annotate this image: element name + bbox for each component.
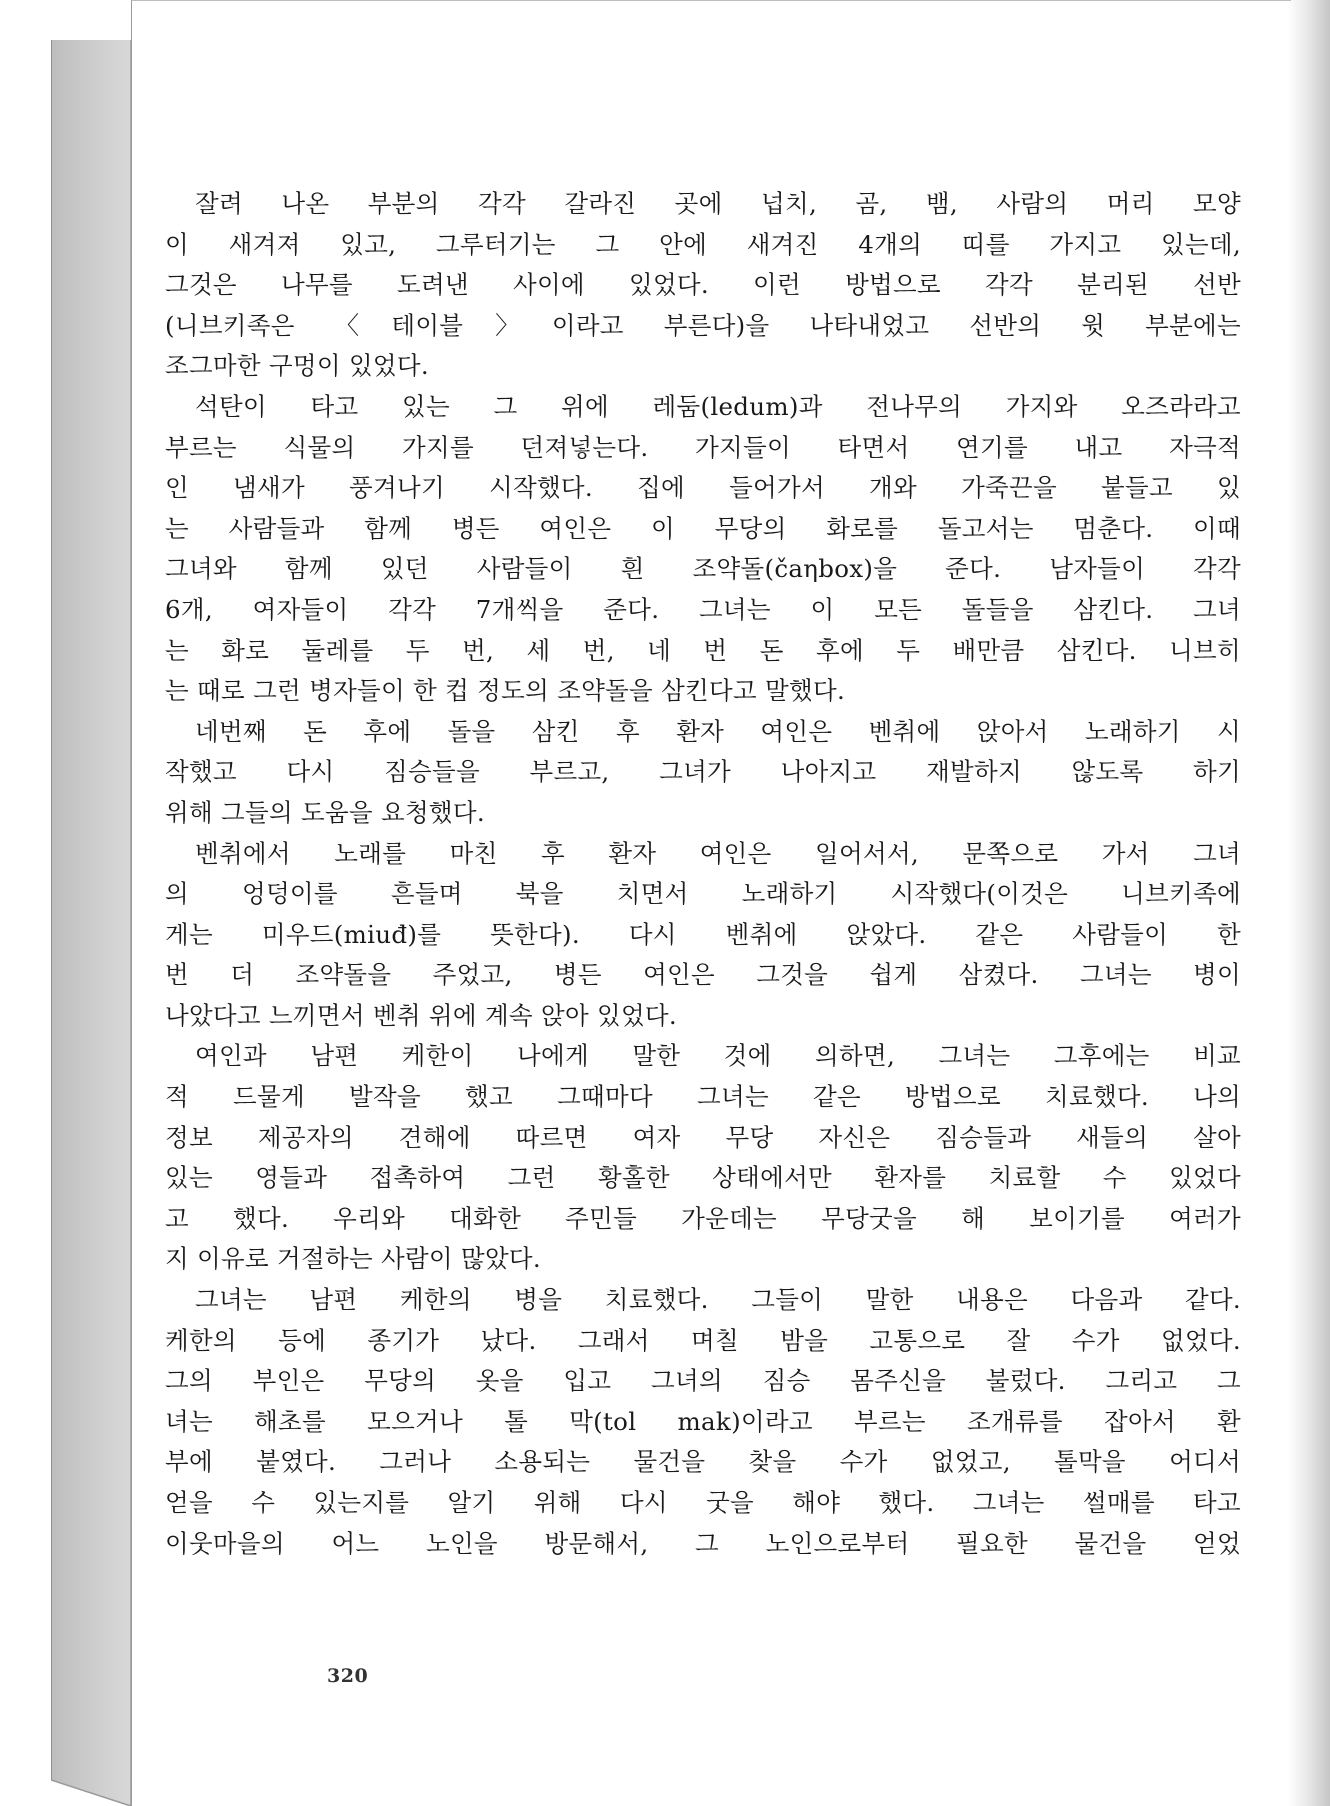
text-line: 는 사람들과 함께 병든 여인은 이 무당의 화로를 돌고서는 멈춘다. 이때 — [165, 513, 1241, 543]
text-line: 6개, 여자들이 각각 7개씩을 준다. 그녀는 이 모든 돌들을 삼킨다. 그녀 — [165, 594, 1241, 624]
text-line: 부에 붙였다. 그러나 소용되는 물건을 찾을 수가 없었고, 톨막을 어디서 — [165, 1447, 1241, 1477]
text-line: 여인과 남편 케한이 나에게 말한 것에 의하면, 그녀는 그후에는 비교 — [195, 1041, 1241, 1071]
text-line: 그녀는 남편 케한의 병을 치료했다. 그들이 말한 내용은 다음과 같다. — [195, 1285, 1241, 1315]
text-line: 녀는 해초를 모으거나 톨 막(tol mak)이라고 부르는 조개류를 잡아서 환 — [165, 1406, 1241, 1436]
text-line: 번 더 조약돌을 주었고, 병든 여인은 그것을 쉽게 삼켰다. 그녀는 병이 — [165, 960, 1241, 990]
page-edge-shadow — [1288, 0, 1330, 1806]
paragraph — [165, 184, 1241, 387]
book-spine — [51, 40, 131, 1806]
paragraph — [165, 712, 1241, 834]
text-line: 작했고 다시 짐승들을 부르고, 그녀가 나아지고 재발하지 않도록 하기 — [165, 757, 1241, 787]
text-line: 적 드물게 발작을 했고 그때마다 그녀는 같은 방법으로 치료했다. 나의 — [165, 1082, 1241, 1112]
text-line: 그의 부인은 무당의 옷을 입고 그녀의 짐승 몸주신을 불렀다. 그리고 그 — [165, 1366, 1241, 1396]
text-line: 그녀와 함께 있던 사람들이 흰 조약돌(čaηbox)을 준다. 남자들이 각각 — [165, 554, 1241, 584]
text-line: 석탄이 타고 있는 그 위에 레둠(ledum)과 전나무의 가지와 오즈라라고 — [195, 391, 1241, 421]
text-line: 잘려 나온 부분의 각각 갈라진 곳에 넙치, 곰, 뱀, 사람의 머리 모양 — [195, 189, 1241, 218]
text-line: 는 화로 둘레를 두 번, 세 번, 네 번 돈 후에 두 배만큼 삼킨다. 니브히 — [165, 635, 1241, 665]
text-line: 조그마한 구멍이 있었다. — [165, 351, 429, 381]
paragraph — [165, 1280, 1241, 1564]
text-line: 네번째 돈 후에 돌을 삼킨 후 환자 여인은 벤취에 앉아서 노래하기 시 — [195, 716, 1241, 746]
text-line: 케한의 등에 종기가 났다. 그래서 며칠 밤을 고통으로 잘 수가 없었다. — [165, 1325, 1241, 1355]
page-number: 320 — [327, 1665, 369, 1687]
body-text — [165, 184, 1241, 1564]
text-line: 지 이유로 거절하는 사람이 많았다. — [165, 1244, 541, 1274]
text-line: 부르는 식물의 가지를 던져넣는다. 가지들이 타면서 연기를 내고 자극적 — [165, 432, 1241, 462]
text-line: 위해 그들의 도움을 요청했다. — [165, 797, 485, 827]
text-line: 벤취에서 노래를 마친 후 환자 여인은 일어서서, 문쪽으로 가서 그녀 — [195, 838, 1241, 868]
text-line: 나았다고 느끼면서 벤취 위에 계속 앉아 있었다. — [165, 1000, 677, 1030]
text-line: 인 냄새가 풍겨나기 시작했다. 집에 들어가서 개와 가죽끈을 붙들고 있 — [165, 473, 1241, 503]
text-line: 이 새겨져 있고, 그루터기는 그 안에 새겨진 4개의 띠를 가지고 있는데, — [165, 229, 1241, 259]
text-line: 의 엉덩이를 흔들며 북을 치면서 노래하기 시작했다(이것은 니브키족에 — [165, 879, 1241, 909]
text-line: (니브키족은 〈테이블〉이라고 부른다)을 나타내었고 선반의 윗 부분에는 — [165, 310, 1241, 340]
text-line: 얻을 수 있는지를 알기 위해 다시 굿을 해야 했다. 그녀는 썰매를 타고 — [165, 1488, 1241, 1517]
text-line: 있는 영들과 접촉하여 그런 황홀한 상태에서만 환자를 치료할 수 있었다 — [165, 1163, 1241, 1193]
paragraph — [165, 387, 1241, 712]
text-line: 그것은 나무를 도려낸 사이에 있었다. 이런 방법으로 각각 분리된 선반 — [165, 270, 1241, 300]
text-line: 게는 미우드(miuđ)를 뜻한다). 다시 벤취에 앉았다. 같은 사람들이 한 — [165, 919, 1241, 949]
text-line: 정보 제공자의 견해에 따르면 여자 무당 자신은 짐승들과 새들의 살아 — [165, 1122, 1241, 1152]
text-line: 는 때로 그런 병자들이 한 컵 정도의 조약돌을 삼킨다고 말했다. — [165, 676, 846, 706]
paragraph — [165, 1036, 1241, 1280]
paragraph — [165, 834, 1241, 1037]
text-line: 이웃마을의 어느 노인을 방문해서, 그 노인으로부터 필요한 물건을 얻었 — [165, 1528, 1241, 1558]
text-line: 고 했다. 우리와 대화한 주민들 가운데는 무당굿을 해 보이기를 여러가 — [165, 1203, 1241, 1233]
